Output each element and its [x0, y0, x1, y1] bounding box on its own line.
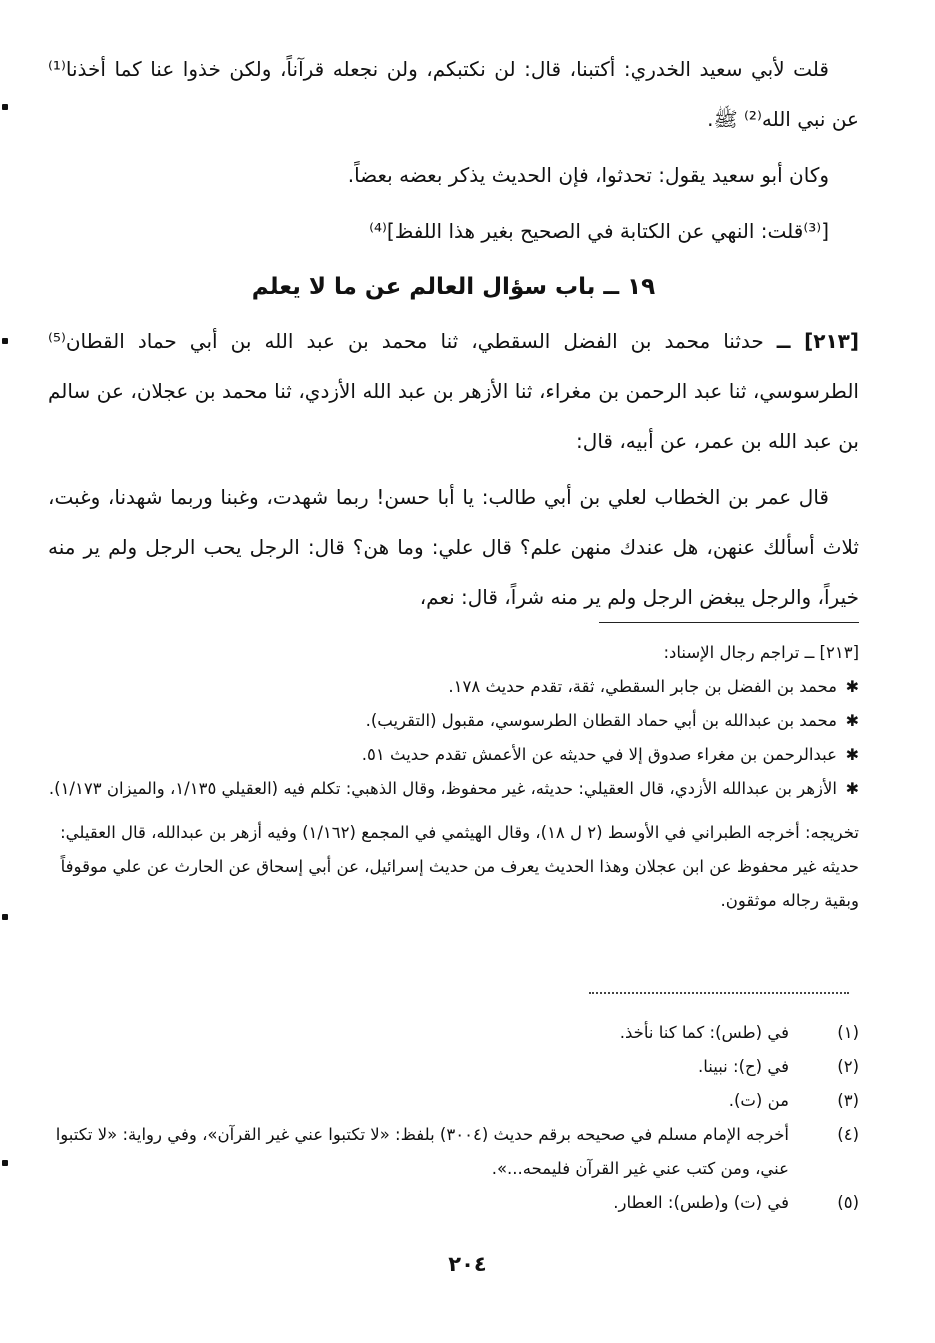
dotted-separator	[589, 992, 849, 994]
bullet-icon: ✱	[845, 677, 859, 696]
footnote-item	[48, 1118, 859, 1186]
paragraph-2: وكان أبو سعيد يقول: تحدثوا، فإن الحديث يذكر بعضه بعضاً.	[347, 163, 829, 187]
main-text	[48, 44, 859, 622]
footnote-number: (٢)	[837, 1057, 859, 1076]
footnote-item	[48, 1016, 859, 1050]
paragraph-3: [⁽³⁾قلت: النهي عن الكتابة في الصحيح بغير هذا اللفظ]⁽⁴⁾	[369, 219, 829, 243]
footnote-text: في (ح): نبينا.	[697, 1057, 789, 1076]
footnote-separator	[599, 622, 859, 623]
footnote-number: (١)	[837, 1023, 859, 1042]
footnote-text: من (ت).	[728, 1091, 789, 1110]
matn-paragraph: قال عمر بن الخطاب لعلي بن أبي طالب: يا أبا حسن! ربما شهدت، وغبنا وربما شهدنا، وغبت، ثلاث أسألك عنهن، هل عندك منهن علم؟ قال علي: وما هن؟ قال: الرجل يحب الرجل ولم ير منه خيراً، والرجل يبغض الرجل ولم ير منه شراً، قال: نعم،	[48, 485, 859, 609]
rijal-item: ✱ محمد بن عبدالله بن أبي حماد القطان الطرسوسي، مقبول (التقريب).	[48, 704, 837, 738]
rijal-item: ✱ الأزهر بن عبدالله الأزدي، قال العقيلي: حديثه، غير محفوظ، وقال الذهبي: تكلم فيه (العقيلي ١/١٣٥، والميزان ١/١٧٣).	[48, 772, 837, 806]
bullet-icon: ✱	[845, 779, 859, 798]
hadith-number: [٢١٣] ــ	[776, 329, 859, 353]
scan-mark	[2, 104, 8, 110]
footnote-item	[48, 1186, 859, 1220]
commentary-title: [٢١٣] ــ تراجم رجال الإسناد:	[663, 643, 859, 662]
isnad-text: حدثنا محمد بن الفضل السقطي، ثنا محمد بن عبد الله بن أبي حماد القطان⁽⁵⁾ الطرسوسي، ثنا عبد الرحمن بن مغراء، ثنا الأزهر بن عبد الله الأزدي، ثنا محمد بن عجلان، عن سالم بن عبد الله بن عمر، عن أبيه، قال:	[48, 329, 859, 453]
scan-mark	[2, 1160, 8, 1166]
footnotes	[48, 1016, 859, 1220]
footnote-text: في (ت) و(طس): العطار.	[613, 1193, 789, 1212]
scan-mark	[2, 914, 8, 920]
chapter-heading: ١٩ ــ باب سؤال العالم عن ما لا يعلم	[251, 274, 656, 300]
paragraph-1: قلت لأبي سعيد الخدري: أكتبنا، قال: لن نكتبكم، ولن نجعله قرآناً، ولكن خذوا عنا كما أخذنا⁽¹⁾ عن نبي الله⁽²⁾ ﷺ.	[48, 57, 859, 131]
footnote-number: (٤)	[837, 1125, 859, 1144]
page-number: ٢٠٤	[448, 1252, 487, 1276]
rijal-item: ✱ محمد بن الفضل بن جابر السقطي، ثقة، تقدم حديث ١٧٨.	[48, 670, 837, 704]
footnote-item	[48, 1050, 859, 1084]
footnote-text: في (طس): كما كنا نأخذ.	[619, 1023, 789, 1042]
commentary-section	[48, 636, 859, 918]
rijal-list	[48, 670, 859, 806]
footnote-item	[48, 1084, 859, 1118]
scan-mark	[2, 338, 8, 344]
rijal-item: ✱ عبدالرحمن بن مغراء صدوق إلا في حديثه عن الأعمش تقدم حديث ٥١.	[48, 738, 837, 772]
takhrij-paragraph: تخريجه: أخرجه الطبراني في الأوسط (٢ ل ١٨)، وقال الهيثمي في المجمع (١/١٦٢) وفيه أزهر بن عبدالله، قال العقيلي: حديثه غير محفوظ عن ابن عجلان وهذا الحديث يعرف من حديث إسرائيل، عن أبي إسحاق عن الحارث عن علي موقوفاً وبقية رجاله موثقون.	[60, 823, 859, 910]
footnote-text: أخرجه الإمام مسلم في صحيحه برقم حديث (٣٠٠٤) بلفظ: «لا تكتبوا عني غير القرآن»، وفي رواية: «لا تكتبوا عني، ومن كتب عني غير القرآن فليمحه...».	[55, 1125, 789, 1178]
footnote-number: (٥)	[837, 1193, 859, 1212]
isnad-paragraph	[48, 316, 859, 466]
bullet-icon: ✱	[845, 745, 859, 764]
bullet-icon: ✱	[845, 711, 859, 730]
footnote-number: (٣)	[837, 1091, 859, 1110]
